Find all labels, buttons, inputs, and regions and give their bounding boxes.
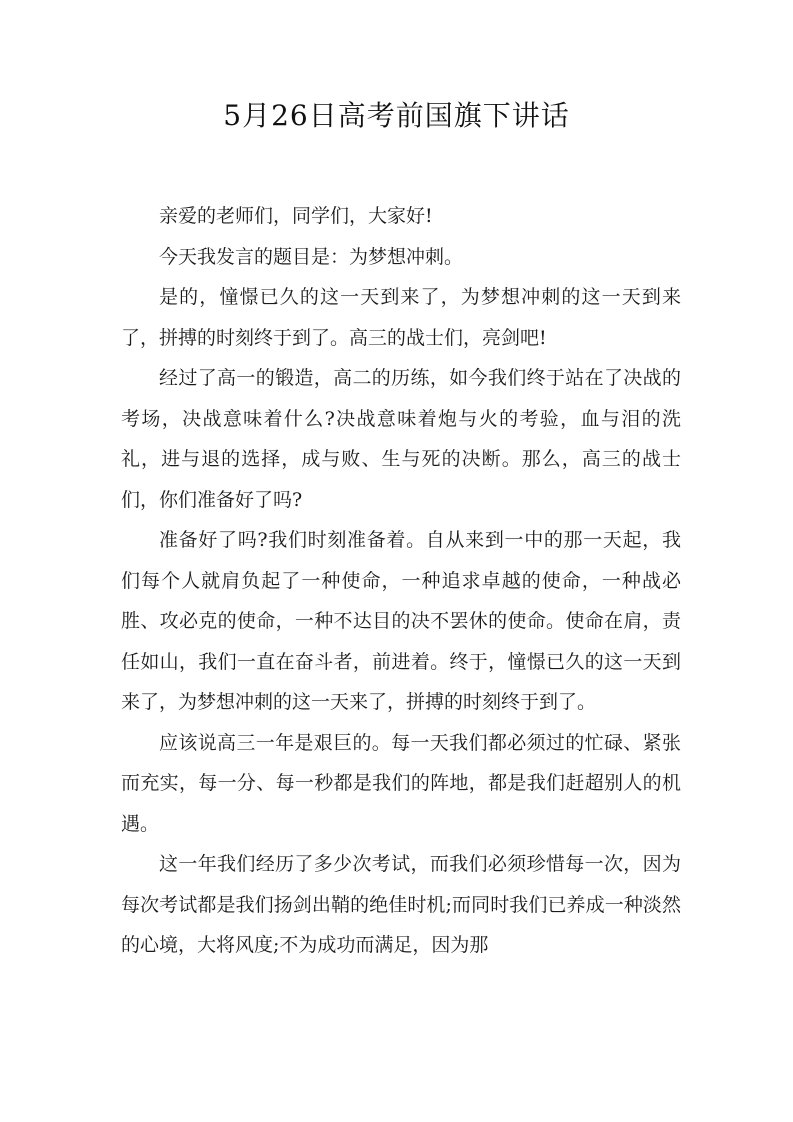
paragraph-exams: 这一年我们经历了多少次考试，而我们必须珍惜每一次，因为每次考试都是我们扬剑出鞘的绝佳时机;而同时我们已养成一种淡然的心境，大将风度;不为成功而满足，因为那: [121, 853, 681, 956]
paragraph-senior-year: 应该说高三一年是艰巨的。每一天我们都必须过的忙碌、紧张而充实，每一分、每一秒都是我们的阵地，都是我们赶超别人的机遇。: [121, 731, 681, 835]
paragraph-final-battle: 经过了高一的锻造，高二的历练，如今我们终于站在了决战的考场，决战意味着什么?决战意味着炮与火的考验，血与泪的洗礼，进与退的选择，成与败、生与死的决断。那么，高三的战士们，你们准备好了吗?: [121, 367, 681, 511]
paragraph-call-to-action: 是的，憧憬已久的这一天到来了，为梦想冲刺的这一天到来了，拼搏的时刻终于到了。高三的战士们，亮剑吧!: [121, 286, 681, 349]
document-title: 5月26日高考前国旗下讲话: [223, 99, 570, 132]
paragraph-mission: 准备好了吗?我们时刻准备着。自从来到一中的那一天起，我们每个人就肩负起了一种使命，一种追求卓越的使命，一种战必胜、攻必克的使命，一种不达目的决不罢休的使命。使命在肩，责任如山，我们一直在奋斗者，前进着。终于，憧憬已久的这一天到来了，为梦想冲刺的这一天来了，拼搏的时刻终于到了。: [121, 529, 681, 713]
paragraph-greeting: 亲爱的老师们，同学们，大家好!: [159, 205, 433, 227]
paragraph-topic: 今天我发言的题目是：为梦想冲刺。: [159, 245, 464, 268]
document-body: [121, 196, 681, 966]
